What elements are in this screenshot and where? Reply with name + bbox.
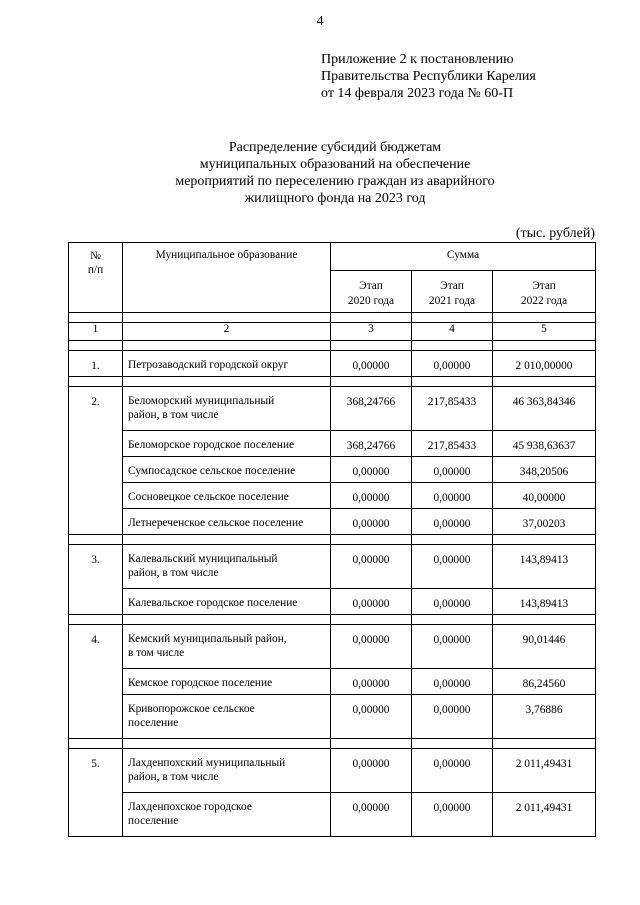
page-number: 4: [316, 14, 324, 29]
table-body: [69, 243, 596, 837]
value-2020-text: 0,00000: [352, 518, 390, 530]
value-2021: [412, 431, 493, 457]
municipality-name-line: Калевальский муниципальный: [128, 553, 278, 565]
stage-label: Этап: [440, 280, 464, 292]
row-number: [69, 625, 123, 739]
column-number: 1: [69, 323, 123, 341]
municipality-name-line: поселение: [128, 717, 179, 729]
value-2021-text: 0,00000: [433, 554, 471, 566]
municipality-name: [123, 695, 331, 739]
value-2020: [331, 431, 412, 457]
annex-line: от 14 февраля 2023 года № 60-П: [321, 86, 514, 101]
value-2021-text: 0,00000: [433, 360, 471, 372]
value-2020: [331, 749, 412, 793]
annex-line: Правительства Республики Карелия: [321, 69, 536, 84]
header-stage-2022: [493, 271, 596, 313]
municipality-name: [123, 545, 331, 589]
value-2021: [412, 589, 493, 615]
row-number-text: 2.: [91, 396, 100, 408]
table-row: [69, 793, 596, 837]
value-2021-text: 217,85433: [427, 440, 477, 452]
value-2020: [331, 509, 412, 535]
table-row: [69, 695, 596, 739]
value-2022: [493, 793, 596, 837]
municipality-name-line: Лахденпохский муниципальный: [128, 757, 286, 769]
municipality-name-line: в том числе: [128, 647, 185, 659]
title-line: жилищного фонда на 2023 год: [244, 191, 426, 206]
value-2021: [412, 625, 493, 669]
municipality-name: [123, 431, 331, 457]
value-2020: [331, 483, 412, 509]
municipality-name: [123, 793, 331, 837]
municipality-name-line: поселение: [128, 815, 179, 827]
value-2021-text: 0,00000: [433, 518, 471, 530]
municipality-name: [123, 625, 331, 669]
spacer-row: [69, 341, 596, 351]
row-number: [69, 749, 123, 837]
value-2020-text: 0,00000: [352, 598, 390, 610]
table-row: [69, 669, 596, 695]
annex-header: [321, 51, 536, 102]
value-2020: [331, 457, 412, 483]
row-number: [69, 387, 123, 535]
header-municipality-text: Муниципальное образование: [155, 249, 298, 261]
stage-label: Этап: [359, 280, 383, 292]
value-2021-text: 0,00000: [433, 598, 471, 610]
column-number: 5: [493, 323, 596, 341]
value-2022: [493, 695, 596, 739]
value-2021: [412, 509, 493, 535]
value-2020-text: 0,00000: [352, 634, 390, 646]
municipality-name: [123, 749, 331, 793]
value-2020: [331, 387, 412, 431]
value-2022-text: 3,76886: [525, 704, 563, 716]
value-2022-text: 143,89413: [519, 598, 569, 610]
value-2022-text: 2 011,49431: [515, 758, 573, 770]
value-2020-text: 0,00000: [352, 466, 390, 478]
value-2021-text: 0,00000: [433, 678, 471, 690]
value-2022: [493, 483, 596, 509]
header-num-line: п/п: [87, 264, 104, 276]
municipality-name: [123, 387, 331, 431]
spacer-row: [69, 615, 596, 625]
title-line: Распределение субсидий бюджетам: [228, 140, 442, 155]
annex-line: Приложение 2 к постановлению: [321, 52, 514, 67]
spacer-row: [69, 377, 596, 387]
value-2022: [493, 509, 596, 535]
value-2022: [493, 749, 596, 793]
municipality-name-line: Кемский муниципальный район,: [128, 633, 287, 645]
municipality-name-line: Беломорский муниципальный: [128, 395, 275, 407]
header-num-cell: [69, 243, 123, 313]
value-2021: [412, 483, 493, 509]
value-2021: [412, 351, 493, 377]
title-line: мероприятий по переселению граждан из аварийного: [175, 174, 495, 189]
value-2020-text: 0,00000: [352, 554, 390, 566]
table-row: [69, 351, 596, 377]
municipality-name: [123, 669, 331, 695]
value-2020-text: 368,24766: [346, 440, 396, 452]
value-2020-text: 0,00000: [352, 678, 390, 690]
value-2021: [412, 695, 493, 739]
value-2022: [493, 351, 596, 377]
table-row: [69, 387, 596, 431]
value-2022: [493, 669, 596, 695]
table-row: [69, 749, 596, 793]
header-num-line: №: [90, 250, 101, 262]
value-2022-text: 143,89413: [519, 554, 569, 566]
value-2022-text: 45 938,63637: [512, 440, 576, 452]
value-2020-text: 0,00000: [352, 492, 390, 504]
value-2021: [412, 669, 493, 695]
row-number-text: 1.: [91, 360, 100, 372]
value-2020-text: 368,24766: [346, 396, 396, 408]
value-2021: [412, 457, 493, 483]
document-title: [100, 139, 570, 207]
municipality-name-line: район, в том числе: [128, 409, 219, 421]
value-2022-text: 90,01446: [522, 634, 566, 646]
value-2022-text: 86,24560: [522, 678, 566, 690]
table-row: [69, 457, 596, 483]
header-sum-text: Сумма: [446, 249, 480, 261]
value-2020: [331, 351, 412, 377]
value-2020: [331, 793, 412, 837]
value-2020: [331, 695, 412, 739]
column-number: 2: [123, 323, 331, 341]
row-number-text: 5.: [91, 758, 100, 770]
value-2020-text: 0,00000: [352, 758, 390, 770]
municipality-name: [123, 483, 331, 509]
municipality-name-line: Кемское городское поселение: [128, 677, 273, 689]
municipality-name-line: Летнереченское сельское поселение: [128, 517, 304, 529]
row-number-text: 4.: [91, 634, 100, 646]
column-numbers-row: [69, 323, 596, 341]
units-label: (тыс. рублей): [515, 226, 595, 241]
table-row: [69, 483, 596, 509]
value-2022: [493, 625, 596, 669]
value-2022-text: 37,00203: [522, 518, 566, 530]
spacer-row: [69, 739, 596, 749]
value-2021: [412, 387, 493, 431]
value-2020: [331, 545, 412, 589]
municipality-name-line: Сосновецкое сельское поселение: [128, 491, 289, 503]
municipality-name-line: Беломорское городское поселение: [128, 439, 295, 451]
municipality-name: [123, 457, 331, 483]
table-row: [69, 509, 596, 535]
municipality-name: [123, 351, 331, 377]
value-2021: [412, 545, 493, 589]
value-2021-text: 217,85433: [427, 396, 477, 408]
value-2022: [493, 387, 596, 431]
stage-year: 2021 года: [428, 295, 476, 307]
header-row: [69, 243, 596, 271]
value-2020: [331, 589, 412, 615]
value-2022-text: 2 010,00000: [515, 360, 573, 372]
column-number: 4: [412, 323, 493, 341]
municipality-name-line: Сумпосадское сельское поселение: [128, 465, 296, 477]
value-2020-text: 0,00000: [352, 802, 390, 814]
municipality-name-line: Калевальское городское поселение: [128, 597, 298, 609]
value-2021: [412, 793, 493, 837]
subsidies-table: [68, 242, 596, 837]
value-2021: [412, 749, 493, 793]
row-number: [69, 545, 123, 615]
value-2022-text: 46 363,84346: [512, 396, 576, 408]
value-2020-text: 0,00000: [352, 360, 390, 372]
spacer-row: [69, 313, 596, 323]
value-2020: [331, 669, 412, 695]
value-2022: [493, 545, 596, 589]
municipality-name: [123, 509, 331, 535]
municipality-name-line: Петрозаводский городской округ: [128, 359, 289, 371]
header-sum: [331, 243, 596, 271]
stage-label: Этап: [532, 280, 556, 292]
value-2022-text: 40,00000: [522, 492, 566, 504]
spacer-row: [69, 535, 596, 545]
table-row: [69, 545, 596, 589]
municipality-name-line: Лахденпохское городское: [128, 801, 252, 813]
municipality-name-line: Кривопорожское сельское: [128, 703, 255, 715]
column-number: 3: [331, 323, 412, 341]
stage-year: 2022 года: [520, 295, 568, 307]
value-2022-text: 348,20506: [519, 466, 569, 478]
value-2021-text: 0,00000: [433, 758, 471, 770]
value-2021-text: 0,00000: [433, 704, 471, 716]
value-2022-text: 2 011,49431: [515, 802, 573, 814]
value-2021-text: 0,00000: [433, 492, 471, 504]
title-line: муниципальных образований на обеспечение: [199, 157, 471, 172]
value-2021-text: 0,00000: [433, 802, 471, 814]
row-number-text: 3.: [91, 554, 100, 566]
value-2020: [331, 625, 412, 669]
table-row: [69, 431, 596, 457]
table-row: [69, 589, 596, 615]
value-2022: [493, 431, 596, 457]
value-2021-text: 0,00000: [433, 466, 471, 478]
municipality-name-line: район, в том числе: [128, 771, 219, 783]
municipality-name-line: район, в том числе: [128, 567, 219, 579]
stage-year: 2020 года: [347, 295, 395, 307]
table-row: [69, 625, 596, 669]
municipality-name: [123, 589, 331, 615]
header-stage-2021: [412, 271, 493, 313]
header-stage-2020: [331, 271, 412, 313]
value-2020-text: 0,00000: [352, 704, 390, 716]
value-2022: [493, 589, 596, 615]
value-2021-text: 0,00000: [433, 634, 471, 646]
value-2022: [493, 457, 596, 483]
header-municipality: [123, 243, 331, 313]
row-number: [69, 351, 123, 377]
